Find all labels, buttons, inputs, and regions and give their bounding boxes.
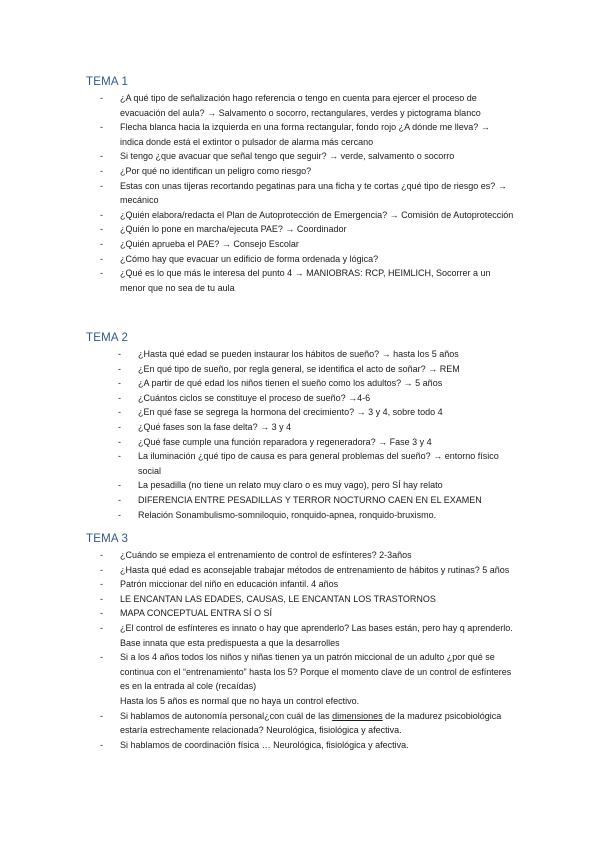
list-item: - Si tengo ¿que avacuar que señal tengo que seguir? → verde, salvamento o socorro	[120, 149, 515, 164]
list-item	[120, 650, 515, 708]
list-item: - Estas con unas tijeras recortando pegatinas para una ficha y te cortas ¿qué tipo de riesgo es? → mecánico	[120, 179, 515, 208]
section-heading-tema-1: TEMA 1	[86, 76, 129, 88]
list-item: - DIFERENCIA ENTRE PESADILLAS Y TERROR NOCTURNO CAEN EN EL EXAMEN	[138, 493, 508, 508]
list-item: - ¿Cómo hay que evacuar un edificio de forma ordenada y lógica?	[120, 252, 515, 267]
list-item: - ¿Por qué no identifican un peligro como riesgo?	[120, 164, 515, 179]
list-item-note: Hasta los 5 años es normal que no haya un control efectivo.	[120, 695, 360, 706]
list-item: - La iluminación ¿qué tipo de causa es para general problemas del sueño? → entorno físico social	[138, 449, 508, 478]
list-item: - Patrón miccionar del niño en educación infantil. 4 años	[120, 577, 515, 592]
list-item: - Flecha blanca hacia la izquierda en una forma rectangular, fondo rojo ¿A dónde me lleva? → indica donde está el extintor o pulsador de alarma más cercano	[120, 120, 515, 149]
list-item: - La pesadilla (no tiene un relato muy claro o es muy vago), pero SÍ hay relato	[138, 478, 508, 493]
list-item: - Si hablamos de autonomía personal¿con cuál de las dimensiones de la madurez psicobiológica estaría estrechamente relacionada? Neurológica, fisiológica y afectiva.	[120, 709, 515, 738]
section-heading-tema-2: TEMA 2	[86, 332, 129, 344]
tema-1-list	[120, 91, 515, 295]
list-item: - ¿A qué tipo de señalización hago referencia o tengo en cuenta para ejercer el proceso de evacuación del aula? → Salvamento o socorro, rectangulares, verdes y pictograma blanco	[120, 91, 515, 120]
tema-3-list	[120, 548, 515, 752]
list-item-text: Si a los 4 años todos los niños y niñas tienen ya un patrón miccional de un adulto ¿por qué se continua con el “entrenamiento” hasta los 5? Porque el momento clave de un control de esfínteres es en la entrada al cole (recaídas)	[120, 652, 512, 692]
list-item: - ¿Hasta qué edad se pueden instaurar los hábitos de sueño? → hasta los 5 años	[138, 347, 508, 362]
list-item: - ¿Cuándo se empieza el entrenamiento de control de esfínteres? 2-3años	[120, 548, 515, 563]
list-item: - ¿El control de esfínteres es innato o hay que aprenderlo? Las bases están, pero hay q aprenderlo. Base innata que esta predispuesta a que la desarrolles	[120, 621, 515, 650]
list-item: - ¿En qué fase se segrega la hormona del crecimiento? → 3 y 4, sobre todo 4	[138, 405, 508, 420]
list-item: - ¿Quién elabora/redacta el Plan de Autoprotección de Emergencia? → Comisión de Autoprotección	[120, 208, 515, 223]
list-item: - ¿Qué fases son la fase delta? → 3 y 4	[138, 420, 508, 435]
list-item: - ¿A partir de qué edad los niños tienen el sueño como los adultos? → 5 años	[138, 376, 508, 391]
list-item: - ¿Quién aprueba el PAE? → Consejo Escolar	[120, 237, 515, 252]
list-item: - ¿En qué tipo de sueño, por regla general, se identifica el acto de soñar? → REM	[138, 362, 508, 377]
list-item: - ¿Cuántos ciclos se constituye el proceso de sueño? →4-6	[138, 391, 508, 406]
tema-2-list	[138, 347, 508, 522]
list-item: - Si hablamos de coordinación física … Neurológica, fisiológica y afectiva.	[120, 738, 515, 753]
list-item: - LE ENCANTAN LAS EDADES, CAUSAS, LE ENCANTAN LOS TRASTORNOS	[120, 592, 515, 607]
list-item: - ¿Qué fase cumple una función reparadora y regeneradora? → Fase 3 y 4	[138, 435, 508, 450]
list-item: - ¿Hasta qué edad es aconsejable trabajar métodos de entrenamiento de hábitos y rutinas? 5 años	[120, 563, 515, 578]
list-item: - ¿Quién lo pone en marcha/ejecuta PAE? → Coordinador	[120, 222, 515, 237]
list-item: - MAPA CONCEPTUAL ENTRA SÍ O SÍ	[120, 606, 515, 621]
list-item: - ¿Qué es lo que más le interesa del punto 4 → MANIOBRAS: RCP, HEIMLICH, Socorrer a un menor que no sea de tu aula	[120, 266, 515, 295]
underlined-word: dimensiones	[332, 710, 383, 721]
section-heading-tema-3: TEMA 3	[86, 533, 129, 545]
list-item: - Relación Sonambulismo-somniloquio, ronquido-apnea, ronquido-bruxismo.	[138, 508, 508, 523]
